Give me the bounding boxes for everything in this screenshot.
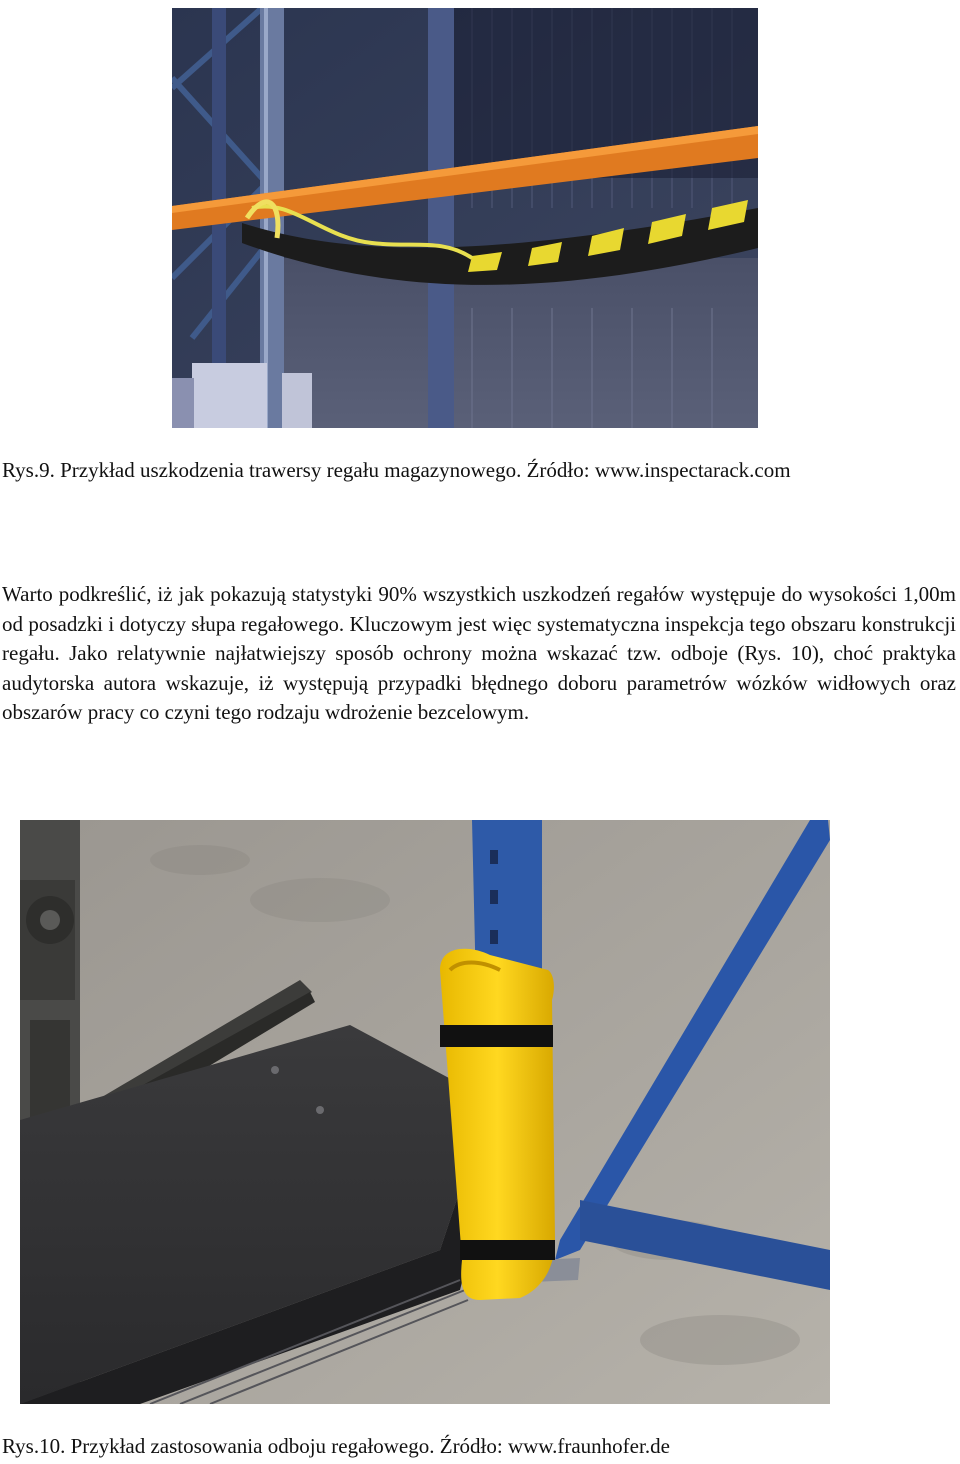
figure-10-photo	[20, 820, 830, 1404]
figure-9-photo	[172, 8, 758, 428]
body-paragraph: Warto podkreślić, iż jak pokazują statystyki 90% wszystkich uszkodzeń regałów występuje do wysokości 1,00m od posadzki i dotyczy słupa regałowego. Kluczowym jest więc systematyczna inspekcja tego obszaru konstrukcji regału. Jako relatywnie najłatwiejszy sposób ochrony można wskazać tzw. odboje (Rys. 10), choć praktyka audytorska autora wskazuje, iż występują przypadki błędnego doboru parametrów wózków widłowych oraz obszarów pracy co czyni tego rodzaju wdrożenie bezcelowym.	[2, 582, 956, 724]
damaged-beam-photo	[172, 8, 758, 428]
figure-10-caption: Rys.10. Przykład zastosowania odboju regałowego. Źródło: www.fraunhofer.de	[2, 1434, 670, 1458]
rack-protector-photo	[20, 820, 830, 1404]
figure-9-caption: Rys.9. Przykład uszkodzenia trawersy regału magazynowego. Źródło: www.inspectarack.com	[2, 458, 791, 482]
